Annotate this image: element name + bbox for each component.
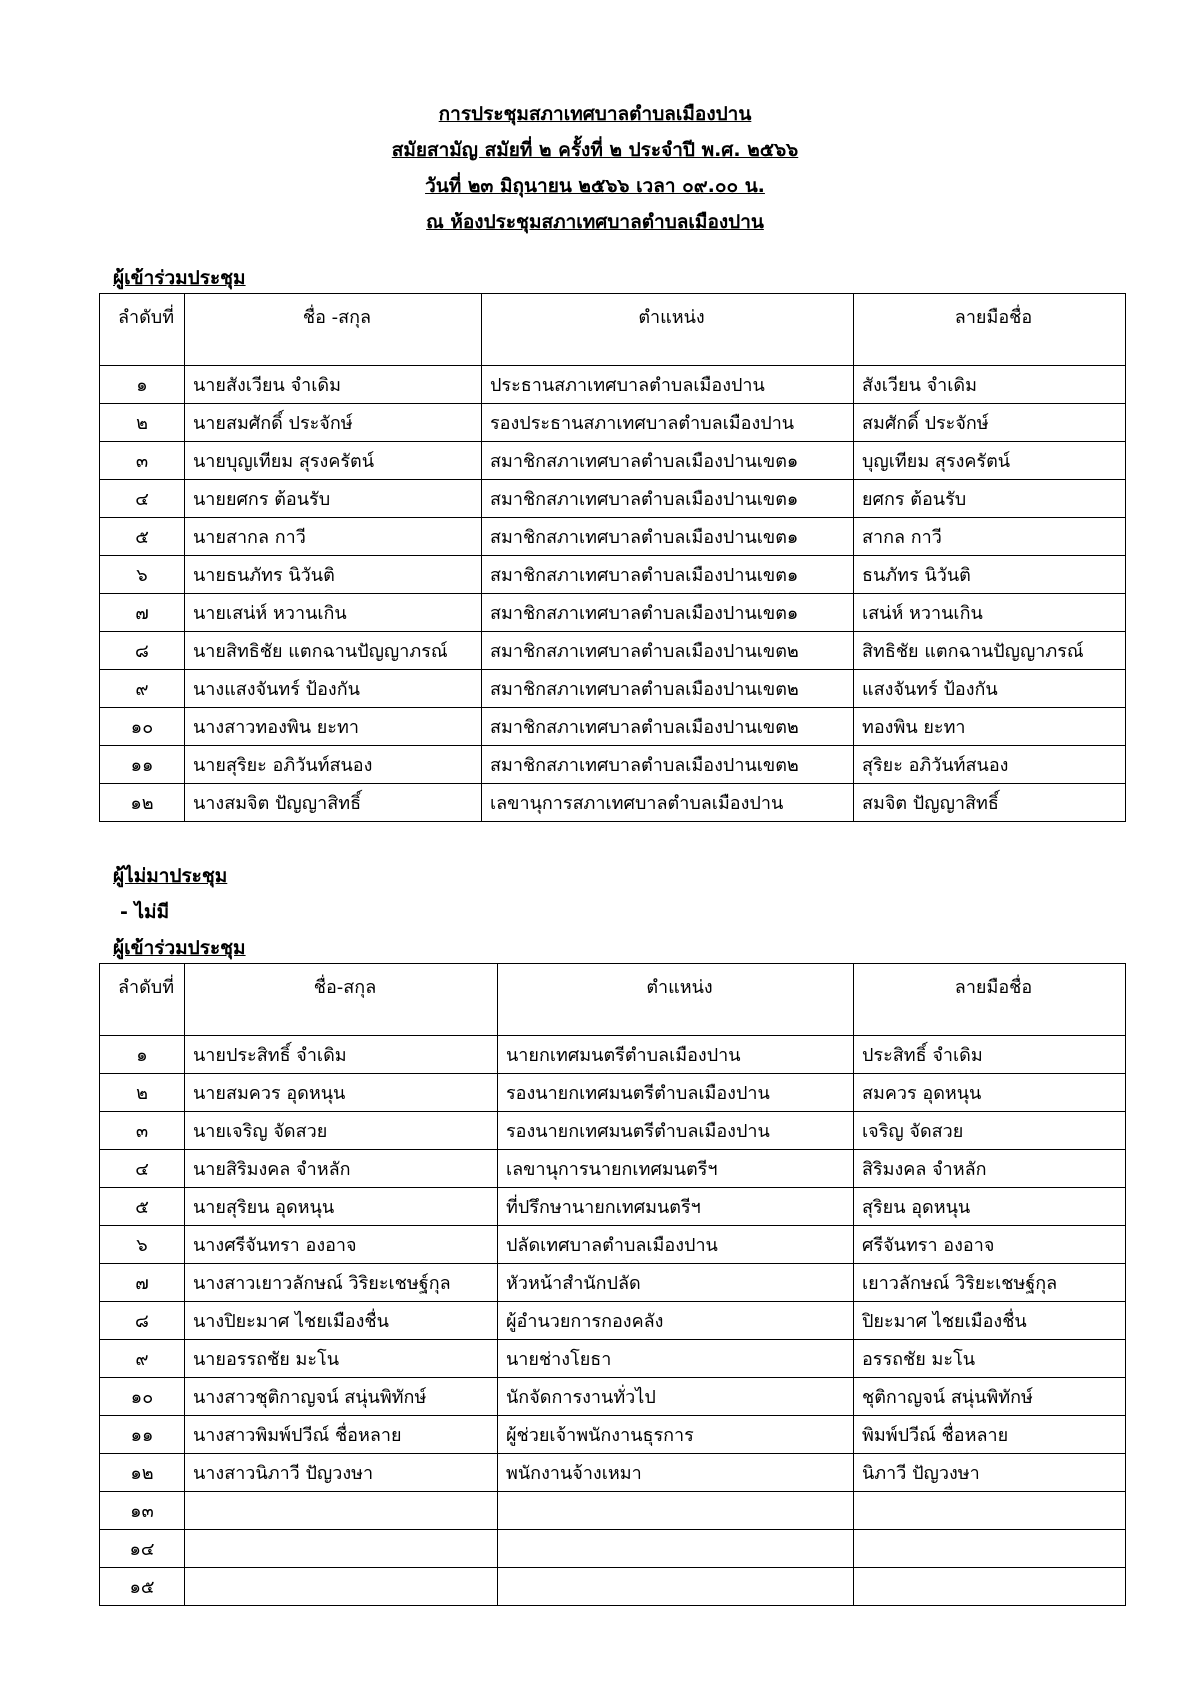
position-cell: พนักงานจ้างเหมา [498,1454,854,1492]
signature-cell: พิมพ์ปวีณ์ ชื่อหลาย [854,1416,1126,1454]
signature-cell: สากล กาวี [854,518,1126,556]
col-name: ชื่อ -สกุล [185,294,482,366]
position-cell [498,1530,854,1568]
name-cell: นายสากล กาวี [185,518,482,556]
position-cell [498,1568,854,1606]
order-cell: ๑๐ [100,708,185,746]
position-cell: สมาชิกสภาเทศบาลตำบลเมืองปานเขต๑ [482,556,854,594]
signature-cell: บุญเทียม สุรงครัตน์ [854,442,1126,480]
signature-cell [854,1492,1126,1530]
position-cell: ที่ปรึกษานายกเทศมนตรีฯ [498,1188,854,1226]
table-row [100,1036,1126,1074]
table-row [100,1074,1126,1112]
signature-cell: ศรีจันทรา องอาจ [854,1226,1126,1264]
name-cell [185,1568,498,1606]
name-cell: นางสมจิต ปัญญาสิทธิ์ [185,784,482,822]
signature-cell: สังเวียน จำเดิม [854,366,1126,404]
table-row [100,1340,1126,1378]
name-cell: นางสาวชุติกาญจน์ สนุ่นพิทักษ์ [185,1378,498,1416]
position-cell: สมาชิกสภาเทศบาลตำบลเมืองปานเขต๑ [482,480,854,518]
session-line: สมัยสามัญ สมัยที่ ๒ ครั้งที่ ๒ ประจำปี พ.ศ. ๒๕๖๖ [391,139,799,161]
order-cell: ๔ [100,480,185,518]
position-cell: รองนายกเทศมนตรีตำบลเมืองปาน [498,1112,854,1150]
signature-cell [854,1530,1126,1568]
name-cell: นายเจริญ จัดสวย [185,1112,498,1150]
name-cell: นางศรีจันทรา องอาจ [185,1226,498,1264]
position-cell: นักจัดการงานทั่วไป [498,1378,854,1416]
name-cell: นายเสน่ห์ หวานเกิน [185,594,482,632]
table-row [100,1226,1126,1264]
signature-cell: สุริยน อุดหนุน [854,1188,1126,1226]
table-row [100,1264,1126,1302]
table-row [100,746,1126,784]
position-cell: เลขานุการนายกเทศมนตรีฯ [498,1150,854,1188]
order-cell: ๙ [100,1340,185,1378]
order-cell: ๕ [100,518,185,556]
table-row [100,1530,1126,1568]
position-cell: ผู้อำนวยการกองคลัง [498,1302,854,1340]
table-row [100,594,1126,632]
table-row [100,1302,1126,1340]
col-order: ลำดับที่ [100,964,185,1036]
attendees-heading-2: ผู้เข้าร่วมประชุม [113,937,246,959]
order-cell: ๑ [100,1036,185,1074]
position-cell: สมาชิกสภาเทศบาลตำบลเมืองปานเขต๒ [482,746,854,784]
table-row [100,366,1126,404]
name-cell [185,1492,498,1530]
col-signature: ลายมือชื่อ [854,964,1126,1036]
venue-line: ณ ห้องประชุมสภาเทศบาลตำบลเมืองปาน [426,211,764,233]
order-cell: ๔ [100,1150,185,1188]
order-cell: ๓ [100,442,185,480]
signature-cell: ธนภัทร นิวันติ [854,556,1126,594]
order-cell: ๑๐ [100,1378,185,1416]
table-header-row [100,294,1126,366]
table-row [100,556,1126,594]
executive-attendance-table [99,963,1126,1606]
table-row [100,1568,1126,1606]
order-cell: ๑ [100,366,185,404]
order-cell: ๑๑ [100,746,185,784]
order-cell: ๑๒ [100,784,185,822]
signature-cell: ชุติกาญจน์ สนุ่นพิทักษ์ [854,1378,1126,1416]
order-cell: ๘ [100,632,185,670]
table-row [100,480,1126,518]
position-cell: สมาชิกสภาเทศบาลตำบลเมืองปานเขต๑ [482,442,854,480]
signature-cell: เยาวลักษณ์ วิริยะเชษฐ์กุล [854,1264,1126,1302]
col-position: ตำแหน่ง [482,294,854,366]
position-cell: สมาชิกสภาเทศบาลตำบลเมืองปานเขต๒ [482,670,854,708]
order-cell: ๗ [100,594,185,632]
name-cell: นายสมควร อุดหนุน [185,1074,498,1112]
order-cell: ๑๓ [100,1492,185,1530]
position-cell: ประธานสภาเทศบาลตำบลเมืองปาน [482,366,854,404]
council-attendance-table [99,293,1126,822]
table-header-row [100,964,1126,1036]
name-cell: นางแสงจันทร์ ป้องกัน [185,670,482,708]
table-row [100,518,1126,556]
table-row [100,1112,1126,1150]
position-cell: นายกเทศมนตรีตำบลเมืองปาน [498,1036,854,1074]
order-cell: ๖ [100,1226,185,1264]
signature-cell: สมควร อุดหนุน [854,1074,1126,1112]
name-cell: นางสาวทองพิน ยะทา [185,708,482,746]
absent-none: - ไม่มี [120,901,170,923]
name-cell: นายสิทธิชัย แตกฉานปัญญาภรณ์ [185,632,482,670]
position-cell [498,1492,854,1530]
signature-cell: อรรถชัย มะโน [854,1340,1126,1378]
order-cell: ๗ [100,1264,185,1302]
signature-cell: สมจิต ปัญญาสิทธิ์ [854,784,1126,822]
absent-heading: ผู้ไม่มาประชุม [113,865,228,887]
order-cell: ๑๑ [100,1416,185,1454]
position-cell: ผู้ช่วยเจ้าพนักงานธุรการ [498,1416,854,1454]
name-cell [185,1530,498,1568]
col-order: ลำดับที่ [100,294,185,366]
position-cell: รองนายกเทศมนตรีตำบลเมืองปาน [498,1074,854,1112]
position-cell: ปลัดเทศบาลตำบลเมืองปาน [498,1226,854,1264]
order-cell: ๘ [100,1302,185,1340]
name-cell: นายประสิทธิ์ จำเดิม [185,1036,498,1074]
name-cell: นายสุริยะ อภิวันท์สนอง [185,746,482,784]
signature-cell: แสงจันทร์ ป้องกัน [854,670,1126,708]
table-row [100,1454,1126,1492]
document-header [0,96,1190,240]
position-cell: หัวหน้าสำนักปลัด [498,1264,854,1302]
name-cell: นายสุริยน อุดหนุน [185,1188,498,1226]
attendees-heading: ผู้เข้าร่วมประชุม [113,267,246,289]
order-cell: ๑๒ [100,1454,185,1492]
position-cell: สมาชิกสภาเทศบาลตำบลเมืองปานเขต๒ [482,632,854,670]
signature-cell [854,1568,1126,1606]
signature-cell: สิทธิชัย แตกฉานปัญญาภรณ์ [854,632,1126,670]
position-cell: รองประธานสภาเทศบาลตำบลเมืองปาน [482,404,854,442]
position-cell: นายช่างโยธา [498,1340,854,1378]
signature-cell: ประสิทธิ์ จำเดิม [854,1036,1126,1074]
name-cell: นายยศกร ต้อนรับ [185,480,482,518]
name-cell: นางสาวพิมพ์ปวีณ์ ชื่อหลาย [185,1416,498,1454]
col-signature: ลายมือชื่อ [854,294,1126,366]
signature-cell: สมศักดิ์ ประจักษ์ [854,404,1126,442]
signature-cell: ทองพิน ยะทา [854,708,1126,746]
position-cell: สมาชิกสภาเทศบาลตำบลเมืองปานเขต๒ [482,708,854,746]
signature-cell: สุริยะ อภิวันท์สนอง [854,746,1126,784]
order-cell: ๒ [100,404,185,442]
table-row [100,1188,1126,1226]
signature-cell: เจริญ จัดสวย [854,1112,1126,1150]
name-cell: นายอรรถชัย มะโน [185,1340,498,1378]
name-cell: นายสมศักดิ์ ประจักษ์ [185,404,482,442]
date-time-line: วันที่ ๒๓ มิถุนายน ๒๕๖๖ เวลา ๐๙.๐๐ น. [425,175,765,197]
name-cell: นายสิริมงคล จำหลัก [185,1150,498,1188]
table-row [100,404,1126,442]
order-cell: ๑๔ [100,1530,185,1568]
name-cell: นายสังเวียน จำเดิม [185,366,482,404]
order-cell: ๓ [100,1112,185,1150]
order-cell: ๕ [100,1188,185,1226]
order-cell: ๖ [100,556,185,594]
meeting-title: การประชุมสภาเทศบาลตำบลเมืองปาน [438,103,752,125]
name-cell: นายธนภัทร นิวันติ [185,556,482,594]
col-position: ตำแหน่ง [498,964,854,1036]
position-cell: สมาชิกสภาเทศบาลตำบลเมืองปานเขต๑ [482,594,854,632]
name-cell: นางสาวนิภาวี ปัญวงษา [185,1454,498,1492]
signature-cell: ยศกร ต้อนรับ [854,480,1126,518]
position-cell: เลขานุการสภาเทศบาลตำบลเมืองปาน [482,784,854,822]
order-cell: ๒ [100,1074,185,1112]
table-row [100,1492,1126,1530]
signature-cell: เสน่ห์ หวานเกิน [854,594,1126,632]
name-cell: นางสาวเยาวลักษณ์ วิริยะเชษฐ์กุล [185,1264,498,1302]
table-row [100,784,1126,822]
table-row [100,1150,1126,1188]
position-cell: สมาชิกสภาเทศบาลตำบลเมืองปานเขต๑ [482,518,854,556]
table-row [100,442,1126,480]
col-name: ชื่อ-สกุล [185,964,498,1036]
order-cell: ๑๕ [100,1568,185,1606]
signature-cell: สิริมงคล จำหลัก [854,1150,1126,1188]
table-row [100,1378,1126,1416]
table-row [100,1416,1126,1454]
name-cell: นายบุญเทียม สุรงครัตน์ [185,442,482,480]
table-row [100,632,1126,670]
signature-cell: นิภาวี ปัญวงษา [854,1454,1126,1492]
signature-cell: ปิยะมาศ ไชยเมืองชื่น [854,1302,1126,1340]
table-row [100,708,1126,746]
order-cell: ๙ [100,670,185,708]
table-row [100,670,1126,708]
name-cell: นางปิยะมาศ ไชยเมืองชื่น [185,1302,498,1340]
